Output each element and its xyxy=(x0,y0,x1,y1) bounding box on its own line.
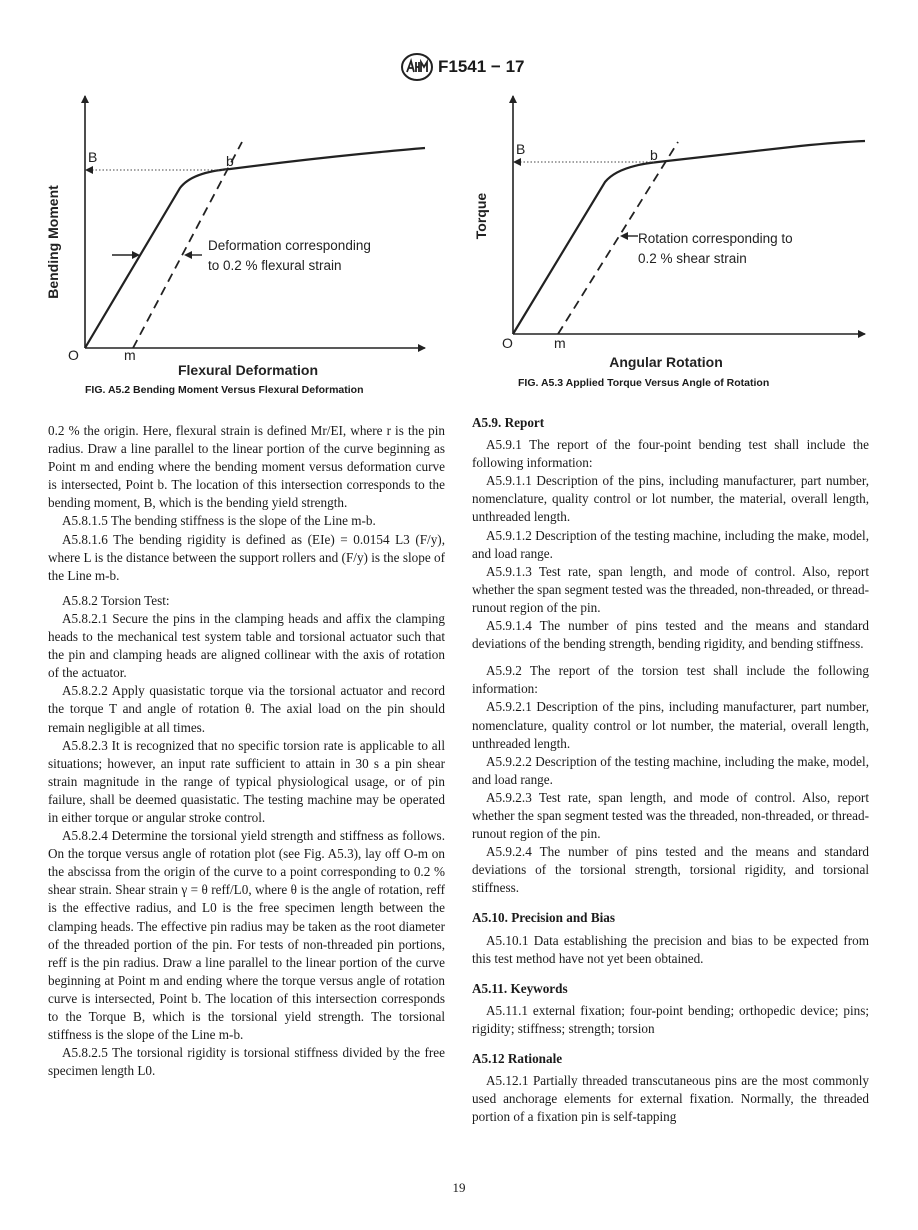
paragraph-a5-8-2-2: A5.8.2.2 Apply quasistatic torque via the torsional actuator and record the torque T and angle of rotation θ. The axial load on the pin should remain negligible at all times. xyxy=(48,683,445,735)
paragraph-a5-8-2-1: A5.8.2.1 Secure the pins in the clamping heads and affix the clamping heads to the mechanical test system table and torsional actuator such that the pin and clamping heads are aligned collinear with the axis of rotation of the actuator. xyxy=(48,610,445,681)
left-text-column xyxy=(48,422,445,1080)
heading-report: A5.9. Report xyxy=(472,415,545,430)
figure-a5-3 xyxy=(470,90,870,380)
subheading-torsion-test: A5.8.2 Torsion Test: xyxy=(62,592,170,608)
deformation-arrow-head-icon xyxy=(184,251,192,259)
point-b-upper-label: B xyxy=(516,141,526,157)
paragraph-a5-9-1-2: A5.9.1.2 Description of the testing machine, including the make, model, and load range. xyxy=(472,527,869,561)
paragraph-a5-9-1-1: A5.9.1.1 Description of the pins, including manufacturer, part number, nomenclature, quality control or lot number, the material, overall length, unthreaded length. xyxy=(472,473,869,525)
yield-arrow-icon xyxy=(85,166,93,174)
paragraph-a5-9-2-4: A5.9.2.4 The number of pins tested and the means and standard deviations of the torsional strength, torsional rigidity, and torsional stiffness. xyxy=(472,844,869,896)
origin-label: O xyxy=(68,347,79,363)
paragraph-a5-12-1: A5.12.1 Partially threaded transcutaneous pins are the most commonly used anchorage elements for external fixation. Normally, the threaded portion of a fixation pin is self-tapping xyxy=(472,1073,869,1125)
heading-rationale: A5.12 Rationale xyxy=(472,1051,563,1066)
point-b-lower-label: b xyxy=(650,147,658,163)
paragraph-a5-8-2-4: A5.8.2.4 Determine the torsional yield strength and stiffness as follows. On the torque versus angle of rotation plot (see Fig. A5.3), lay off O-m on the abscissa from the origin of the curve to a point corresponding to 0.2 % shear strain. Shear strain γ = θ reff/L0, where θ is the angle of rotation, reff is the effective radius, and L0 is the free specimen length between the clamping heads. The effective pin radius may be taken as the root diameter of the threaded portion of the pin. For tests of non-threaded pin portions, reff is the pin radius. Draw a line parallel to the linear portion of the curve beginning at Point m and ending where the torque versus angle of rotation curve is intersected, Point b. The location of this intersection corresponds to the Torque B, which is the torsional yield strength. The torsional stiffness is the slope of the Line m-b. xyxy=(48,828,445,1043)
figure-a5-3-caption: FIG. A5.3 Applied Torque Versus Angle of Rotation xyxy=(518,377,770,389)
origin-label: O xyxy=(502,335,513,351)
y-axis-label: Bending Moment xyxy=(45,185,61,299)
heading-keywords: A5.11. Keywords xyxy=(472,980,568,996)
paragraph-a5-9-1-3: A5.9.1.3 Test rate, span length, and mode of control. Also, report whether the span segment tested was the threaded, non-threaded, or thread-runout region of the pin. xyxy=(472,563,869,615)
paragraph-a5-9-2-1: A5.9.2.1 Description of the pins, including manufacturer, part number, nomenclature, quality control or lot number, the material, overall length, unthreaded length. xyxy=(472,699,869,751)
paragraph-a5-8-1-5: A5.8.1.5 The bending stiffness is the slope of the Line m-b. xyxy=(62,513,376,529)
x-axis-label: Flexural Deformation xyxy=(177,362,319,378)
paragraph-a5-9-2-3: A5.9.2.3 Test rate, span length, and mode of control. Also, report whether the span segment tested was the threaded, non-threaded, or thread-runout region of the pin. xyxy=(472,789,869,842)
figure-a5-2 xyxy=(40,90,430,385)
standard-designation: F1541 − 17 xyxy=(438,57,525,76)
paragraph-a5-8-2-5: A5.8.2.5 The torsional rigidity is torsional stiffness divided by the free specimen length L0. xyxy=(48,1045,445,1079)
annotation-line-1: Deformation corresponding xyxy=(208,238,371,253)
point-b-upper-label: B xyxy=(88,149,98,165)
x-axis-label: Angular Rotation xyxy=(609,354,723,370)
paragraph-a5-8-1-6: A5.8.1.6 The bending rigidity is defined as (EIe) = 0.0154 L3 (F/y), where L is the distance between the support rollers and (F/y) is the slope of the Line m-b. xyxy=(48,531,445,583)
rotation-arrow-head-icon xyxy=(620,232,628,240)
astm-logo-icon xyxy=(400,52,434,82)
point-m-label: m xyxy=(554,335,566,351)
paragraph-a5-9-1-4: A5.9.1.4 The number of pins tested and the means and standard deviations of the bending strength, bending rigidity, and bending stiffness. xyxy=(472,618,869,652)
heading-precision-bias: A5.10. Precision and Bias xyxy=(472,910,616,926)
point-b-lower-label: b xyxy=(226,153,234,169)
annotation-line-2: to 0.2 % flexural strain xyxy=(208,258,342,273)
paragraph-flexural-strain: 0.2 % the origin. Here, flexural strain is defined Mr/EI, where r is the pin radius. Draw a line parallel to the linear portion of the curve beginning as Point m and ending where the bending moment versus deformation curve is intersected, Point b. The location of this intersection corresponds to the bending moment, B, which is the bending yield strength. xyxy=(48,423,445,511)
paragraph-a5-8-2-3: A5.8.2.3 It is recognized that no specific torsion rate is applicable to all situations; however, an input rate sufficient to attain in 30 s a pin shear strain magnitude in the range of typical physiological usage, or of pin failure, shall be deemed quasistatic. The testing machine may be operated in either torque or angular stroke control. xyxy=(48,737,445,825)
page-header xyxy=(0,52,918,88)
paragraph-a5-9-1: A5.9.1 The report of the four-point bending test shall include the following information: xyxy=(472,437,869,471)
annotation-line-1: Rotation corresponding to xyxy=(638,231,793,246)
yield-arrow-icon xyxy=(513,158,521,166)
paragraph-a5-11-1: A5.11.1 external fixation; four-point bending; orthopedic device; pins; rigidity; stiffness; strength; torsion xyxy=(472,1002,869,1036)
figure-a5-2-caption: FIG. A5.2 Bending Moment Versus Flexural Deformation xyxy=(85,384,364,396)
paragraph-a5-9-2-2: A5.9.2.2 Description of the testing machine, including the make, model, and load range. xyxy=(472,753,869,787)
page-number: 19 xyxy=(452,1180,466,1195)
paragraph-a5-9-2: A5.9.2 The report of the torsion test shall include the following information: xyxy=(472,663,869,697)
y-axis-label: Torque xyxy=(473,192,489,240)
annotation-line-2: 0.2 % shear strain xyxy=(638,251,747,266)
right-text-column xyxy=(472,414,869,1126)
paragraph-a5-10-1: A5.10.1 Data establishing the precision and bias to be expected from this test method have not yet been obtained. xyxy=(472,932,869,966)
point-m-label: m xyxy=(124,347,136,363)
